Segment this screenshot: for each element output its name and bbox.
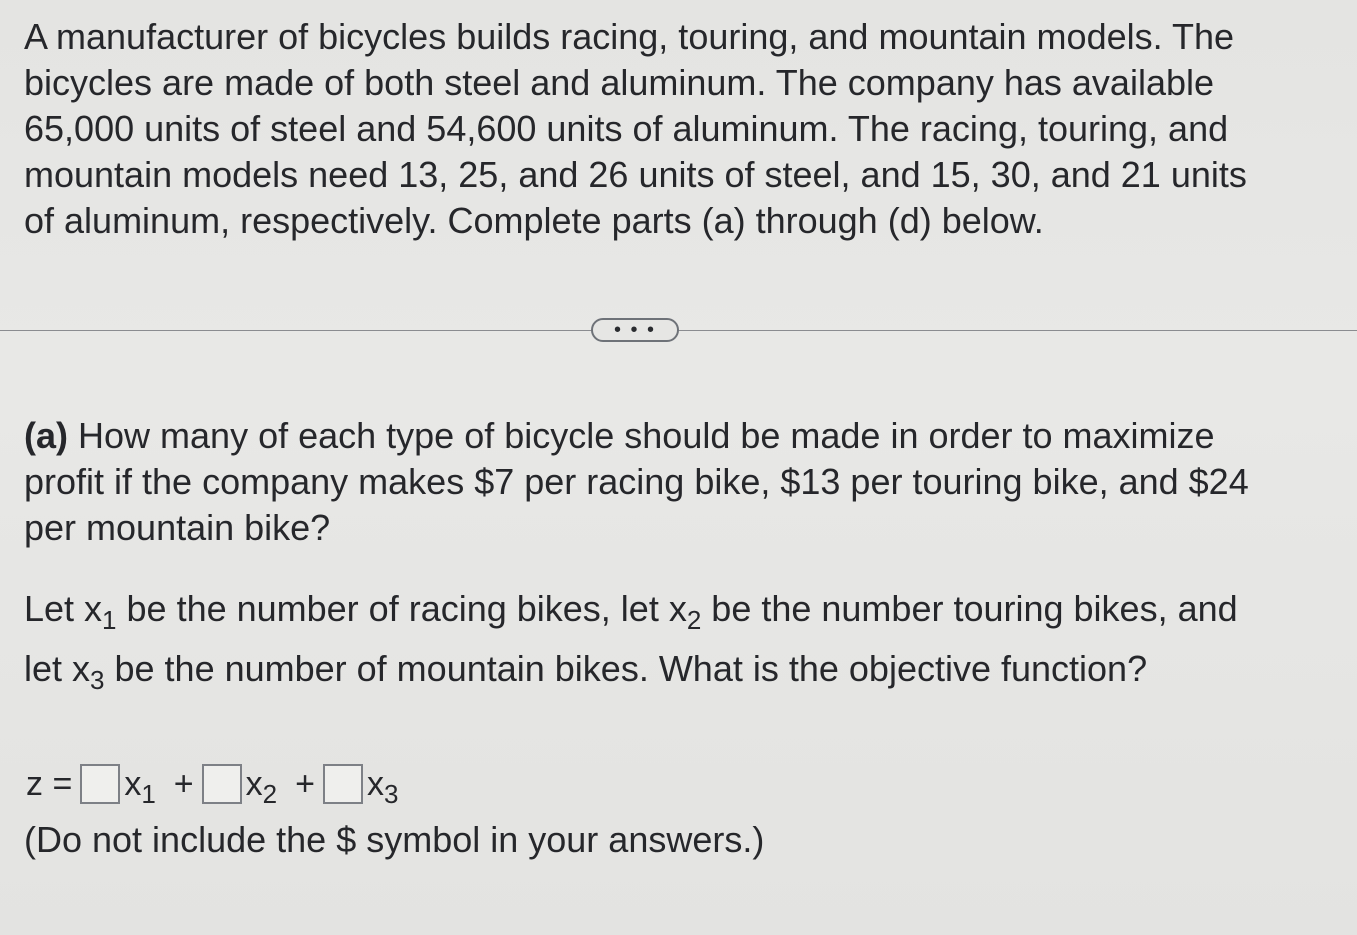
- part-a-question: [24, 413, 1334, 551]
- subscript: 1: [102, 605, 117, 635]
- text-fragment: Let: [24, 588, 85, 629]
- equation-lhs: z =: [26, 764, 73, 803]
- problem-line: bicycles are made of both steel and aluminum. The company has available: [24, 62, 1215, 103]
- question-line: per mountain bike?: [24, 507, 331, 548]
- subscript: 2: [262, 778, 278, 809]
- text-fragment: be the number of mountain bikes. What is the objective function?: [104, 648, 1148, 689]
- problem-line: 65,000 units of steel and 54,600 units of aluminum. The racing, touring, and: [24, 108, 1229, 149]
- text-fragment: be the number of racing bikes, let: [116, 588, 669, 629]
- part-label: (a): [24, 415, 68, 456]
- text-fragment: be the number touring bikes, and: [701, 588, 1238, 629]
- subscript: 3: [90, 665, 105, 695]
- problem-line: of aluminum, respectively. Complete parts (a) through (d) below.: [24, 200, 1044, 241]
- plus-sign: +: [173, 764, 194, 803]
- variable-line-2: [24, 648, 1334, 708]
- var-x1: x: [124, 764, 142, 803]
- instruction-note: (Do not include the $ symbol in your answers.): [24, 819, 765, 860]
- problem-line: A manufacturer of bicycles builds racing, touring, and mountain models. The: [24, 16, 1234, 57]
- problem-line: mountain models need 13, 25, and 26 units of steel, and 15, 30, and 21 units: [24, 154, 1247, 195]
- question-text: How many of each type of bicycle should be made in order to maximize: [78, 415, 1215, 456]
- question-line: [24, 413, 1334, 459]
- subscript: 3: [383, 778, 399, 809]
- var-x3: x: [72, 648, 91, 689]
- objective-function: [26, 764, 399, 809]
- var-x3: x: [366, 764, 384, 803]
- term-x1: [124, 764, 156, 809]
- var-x2: x: [245, 764, 263, 803]
- plus-sign: +: [295, 764, 315, 803]
- answer-box-x1-coefficient[interactable]: [80, 764, 120, 804]
- var-x2: x: [668, 588, 687, 629]
- subscript: 2: [686, 605, 702, 635]
- answer-box-x2-coefficient[interactable]: [202, 764, 242, 804]
- answer-box-x3-coefficient[interactable]: [323, 764, 363, 804]
- variable-definitions: [24, 588, 1334, 708]
- question-line: profit if the company makes $7 per racing bike, $13 per touring bike, and $24: [24, 461, 1249, 502]
- term-x2: [245, 764, 278, 809]
- subscript: 1: [141, 778, 156, 809]
- text-fragment: let: [24, 648, 73, 689]
- term-x3: [366, 764, 399, 809]
- show-more-button[interactable]: • • •: [591, 318, 679, 342]
- problem-statement: [24, 14, 1334, 244]
- variable-line-1: [24, 588, 1334, 648]
- var-x1: x: [84, 588, 103, 629]
